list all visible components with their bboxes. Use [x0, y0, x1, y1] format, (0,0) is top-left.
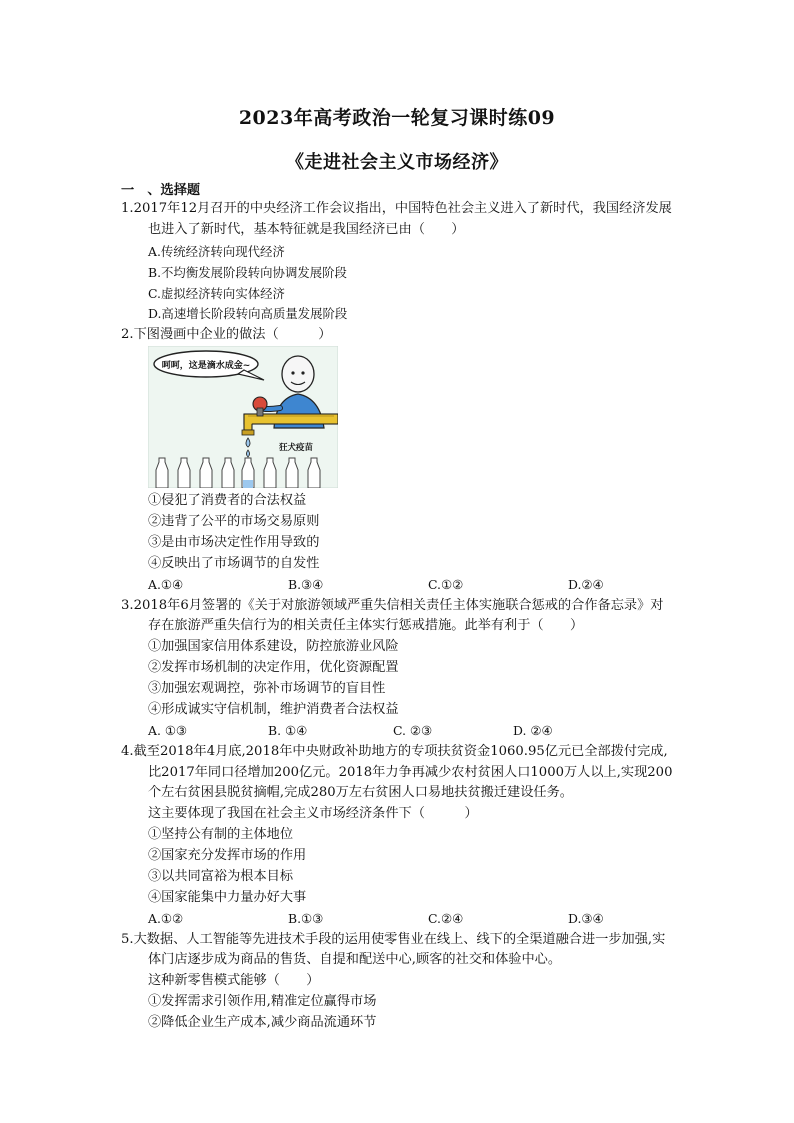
- q4-option-d: D.③④: [568, 911, 604, 926]
- q3-option-a: A. ①③: [148, 723, 188, 738]
- q5-stem-line-3: 这种新零售模式能够（ ）: [148, 973, 320, 988]
- q5-item-2: ②降低企业生产成本,减少商品流通环节: [148, 1015, 377, 1030]
- cartoon-image: [148, 346, 338, 488]
- q2-item-2: ②违背了公平的市场交易原则: [148, 514, 320, 529]
- q2-option-a: A.①④: [148, 577, 184, 592]
- q3-item-3: ③加强宏观调控，弥补市场调节的盲目性: [148, 681, 386, 696]
- cartoon-illustration: [148, 346, 338, 488]
- cartoon-label-text: 狂犬疫苗: [278, 443, 314, 453]
- q4-item-4: ④国家能集中力量办好大事: [148, 890, 307, 905]
- q2-stem: 2.下图漫画中企业的做法（ ）: [121, 327, 332, 342]
- q4-item-1: ①坚持公有制的主体地位: [148, 827, 294, 842]
- q1-option-c: C.虚拟经济转向实体经济: [148, 286, 285, 301]
- q2-option-b: B.③④: [288, 577, 324, 592]
- section-heading: 一 、选择题: [121, 183, 201, 198]
- q4-option-b: B.①③: [288, 911, 324, 926]
- q1-option-d: D.高速增长阶段转向高质量发展阶段: [148, 306, 348, 321]
- document-title: 2023年高考政治一轮复习课时练09: [238, 107, 556, 129]
- q3-item-4: ④形成诚实守信机制，维护消费者合法权益: [148, 702, 399, 717]
- q4-stem-line-4: 这主要体现了我国在社会主义市场经济条件下（ ）: [148, 806, 478, 821]
- cartoon-speech-text: 呵呵，这是滴水成金~: [161, 361, 251, 371]
- q3-stem-line-2: 存在旅游严重失信行为的相关责任主体实行惩戒措施。此举有利于（ ）: [148, 618, 584, 633]
- q3-item-1: ①加强国家信用体系建设，防控旅游业风险: [148, 639, 399, 654]
- q1-stem-line-1: 1.2017年12月召开的中央经济工作会议指出，中国特色社会主义进入了新时代，我国经济发展: [121, 201, 672, 216]
- q4-item-2: ②国家充分发挥市场的作用: [148, 848, 307, 863]
- q5-item-1: ①发挥需求引领作用,精准定位赢得市场: [148, 994, 377, 1009]
- q4-stem-line-2: 比2017年同口径增加200亿元。2018年力争再减少农村贫困人口1000万人以上,实现200: [148, 765, 673, 780]
- q3-option-c: C. ②③: [393, 723, 433, 738]
- q5-stem-line-2: 体门店逐步成为商品的售货、自提和配送中心,顾客的社交和体验中心。: [148, 952, 562, 967]
- q4-option-a: A.①②: [148, 911, 184, 926]
- q2-option-c: C.①②: [428, 577, 464, 592]
- q4-option-c: C.②④: [428, 911, 464, 926]
- q2-item-3: ③是由市场决定性作用导致的: [148, 535, 320, 550]
- q3-option-b: B. ①④: [268, 723, 308, 738]
- q1-option-a: A.传统经济转向现代经济: [148, 244, 285, 259]
- document-subtitle: 《走进社会主义市场经济》: [286, 152, 508, 173]
- q3-item-2: ②发挥市场机制的决定作用，优化资源配置: [148, 660, 399, 675]
- q3-stem-line-1: 3.2018年6月签署的《关于对旅游领域严重失信相关责任主体实施联合惩戒的合作备忘录》对: [121, 598, 664, 613]
- q4-item-3: ③以共同富裕为根本目标: [148, 869, 294, 884]
- q4-stem-line-1: 4.截至2018年4月底,2018年中央财政补助地方的专项扶贫资金1060.95亿元已全部拨付完成,: [121, 744, 668, 759]
- q2-option-d: D.②④: [568, 577, 604, 592]
- q3-option-d: D. ②④: [513, 723, 553, 738]
- q2-item-1: ①侵犯了消费者的合法权益: [148, 493, 307, 508]
- q1-stem-line-2: 也进入了新时代，基本特征就是我国经济已由（ ）: [148, 222, 465, 237]
- q5-stem-line-1: 5.大数据、人工智能等先进技术手段的运用使零售业在线上、线下的全渠道融合进一步加强,实: [121, 932, 666, 947]
- q2-item-4: ④反映出了市场调节的自发性: [148, 556, 320, 571]
- q1-option-b: B.不均衡发展阶段转向协调发展阶段: [148, 265, 347, 280]
- q4-stem-line-3: 个左右贫困县脱贫摘帽,完成280万左右贫困人口易地扶贫搬迁建设任务。: [148, 785, 573, 800]
